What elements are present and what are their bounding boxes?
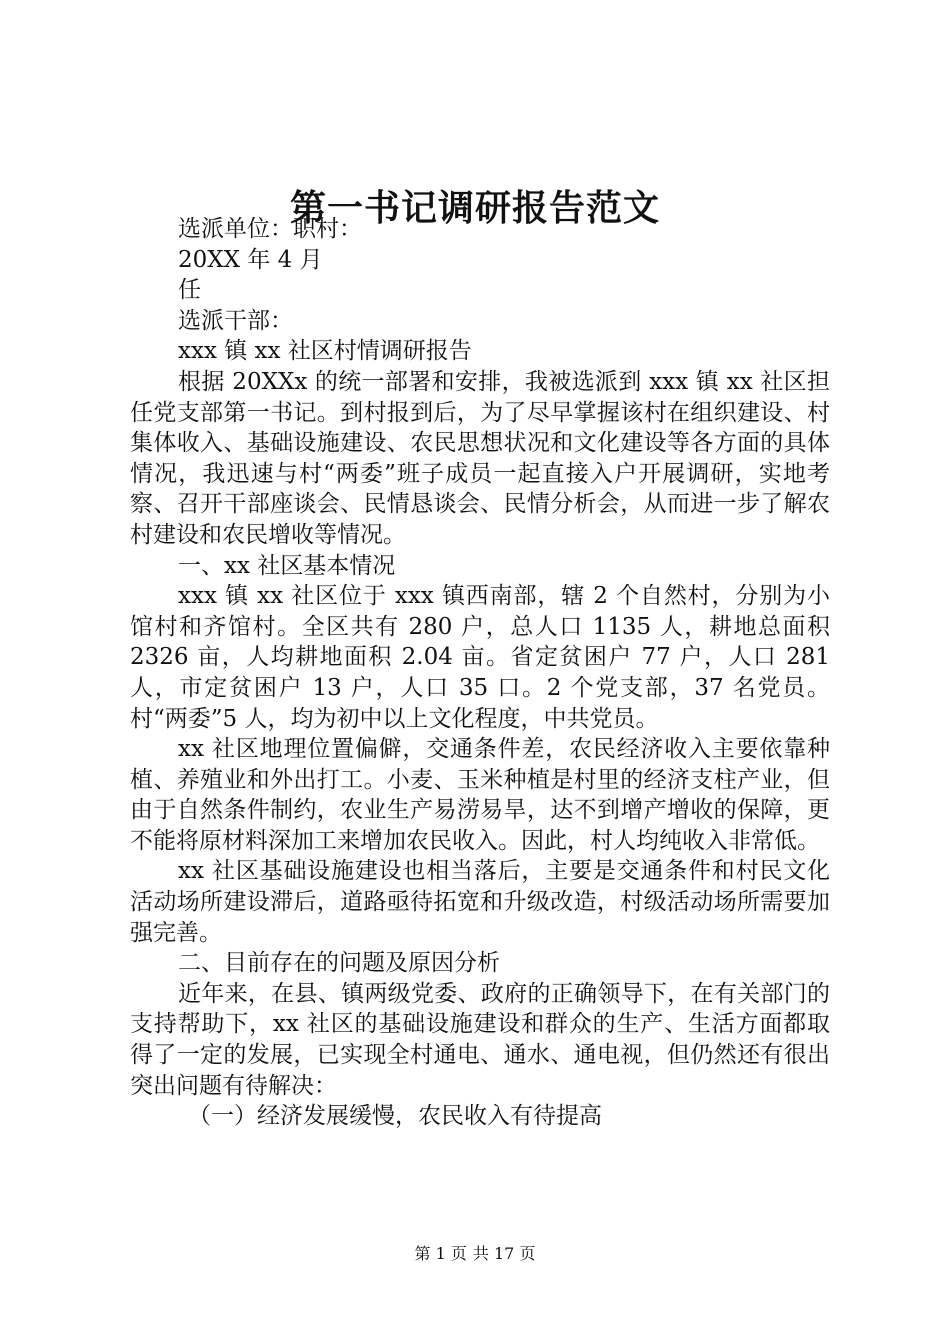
section-heading-basic-info: 一、xx 社区基本情况 — [178, 552, 396, 579]
section-heading-problems: 二、目前存在的问题及原因分析 — [178, 950, 500, 977]
paragraph-intro: 根据 20XXx 的统一部署和安排，我被选派到 xxx 镇 xx 社区担任党支部第一书记。到村报到后，为了尽早掌握该村在组织建设、村集体收入、基础设施建设、农民思想状况和文化建设等各方面的具体情况，我迅速与村“两委”班子成员一起直接入户开展调研，实地考察、召开干部座谈会、民情恳谈会、民情分析会，从而进一步了解农村建设和农民增收等情况。 — [130, 368, 830, 548]
paragraph-problems: 近年来，在县、镇两级党委、政府的正确领导下，在有关部门的支持帮助下，xx 社区的基础设施建设和群众的生产、生活方面都取得了一定的发展，已实现全村通电、通水、通电视，但仍然还有很出突出问题有待解决： — [130, 980, 830, 1099]
page-total: 共 17 页 — [472, 1244, 536, 1263]
subsection-heading-economy: （一）经济发展缓慢，农民收入有待提高 — [188, 1103, 602, 1130]
document-title: 第一书记调研报告范文 — [289, 187, 660, 229]
paragraph-dispatch-unit: 选派单位：职村： — [178, 216, 362, 242]
paragraph-appointment: 任 — [178, 277, 201, 304]
document-body — [130, 214, 830, 1132]
paragraph-report-subtitle: xxx 镇 xx 社区村情调研报告 — [178, 338, 472, 365]
paragraph-date: 20XX 年 4 月 — [178, 246, 323, 273]
paragraph-infrastructure: xx 社区基础设施建设也相当落后，主要是交通条件和村民文化活动场所建设滞后，道路亟待拓宽和升级改造，村级活动场所需要加强完善。 — [130, 858, 830, 946]
paragraph-basic-info: xxx 镇 xx 社区位于 xxx 镇西南部，辖 2 个自然村，分别为小馆村和齐馆村。全区共有 280 户，总人口 1135 人，耕地总面积 2326 亩，人均耕地面积 2.04 亩。省定贫困户 77 户，人口 281 人，市定贫困户 13 户，人口 35 口。2 个党支部，37 名党员。村“两委”5 人，均为初中以上文化程度，中共党员。 — [130, 583, 830, 732]
page-footer — [0, 1243, 950, 1265]
paragraph-geography: xx 社区地理位置偏僻，交通条件差，农民经济收入主要依靠种植、养殖业和外出打工。小麦、玉米种植是村里的经济支柱产业，但由于自然条件制约，农业生产易涝易旱，达不到增产增收的保障，更不能将原材料深加工来增加农民收入。因此，村人均纯收入非常低。 — [130, 736, 830, 854]
page-number: 第 1 页 — [414, 1244, 467, 1263]
paragraph-dispatched-cadre: 选派干部： — [178, 307, 293, 334]
